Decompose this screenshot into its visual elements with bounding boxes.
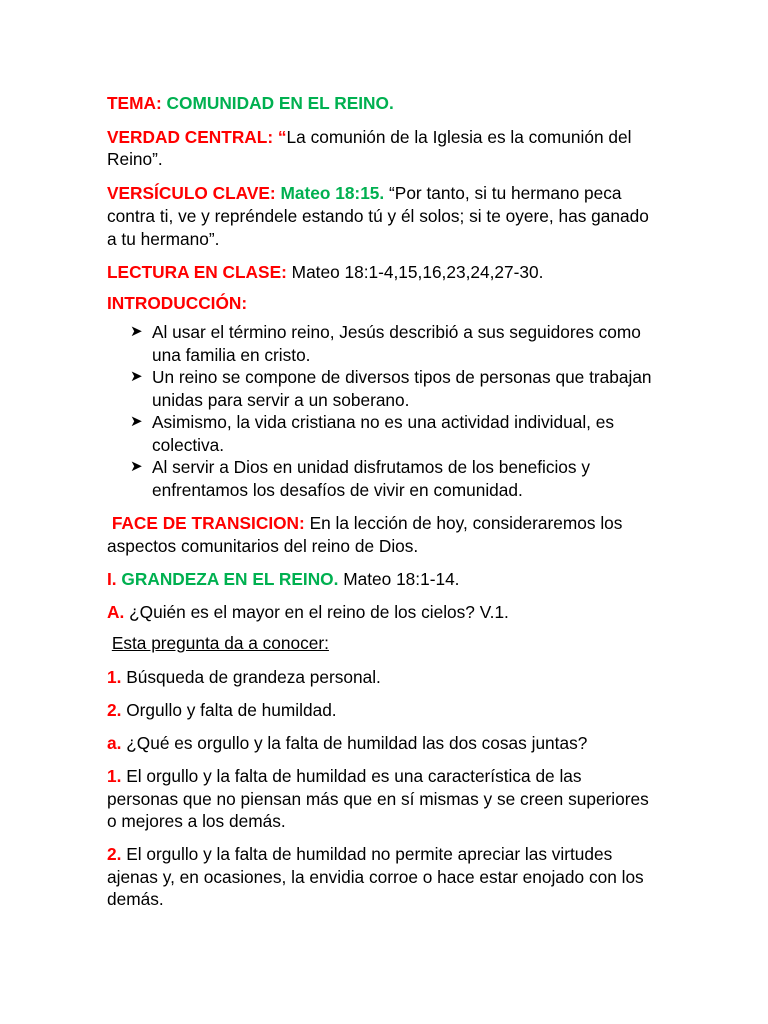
item-2-number: 2.: [107, 700, 122, 720]
respuesta-1-text-3: o mejores a los demás.: [107, 811, 286, 831]
seccion-1-heading: [107, 568, 672, 591]
punto-a-lower-text: ¿Qué es orgullo y la falta de humildad las dos cosas juntas?: [126, 733, 588, 753]
bullet-text: enfrentamos los desafíos de vivir en comunidad.: [152, 479, 523, 500]
punto-a-line: [107, 601, 672, 624]
seccion-1-number: I.: [107, 569, 117, 589]
bullet-text: Al servir a Dios en unidad disfrutamos de los beneficios y: [152, 457, 591, 477]
respuesta-2-line-3: [107, 888, 672, 911]
versiculo-line-2: [107, 205, 672, 228]
versiculo-line-1: [107, 182, 672, 205]
respuesta-2-line-1: [107, 843, 672, 866]
punto-a-text: ¿Quién es el mayor en el reino de los cielos? V.1.: [129, 602, 509, 622]
item-2-line: [107, 699, 672, 722]
introduccion-heading: [107, 292, 672, 315]
arrowhead-bullet-icon: ➤: [130, 458, 143, 475]
bullet-text: Asimismo, la vida cristiana no es una actividad individual, es: [152, 412, 615, 432]
transicion-line-1: [107, 512, 672, 535]
verdad-label: VERDAD CENTRAL:: [107, 127, 274, 147]
seccion-1-title: GRANDEZA EN EL REINO.: [121, 569, 339, 589]
tema-value: COMUNIDAD EN EL REINO.: [166, 93, 394, 113]
arrowhead-bullet-icon: ➤: [130, 323, 143, 340]
respuesta-1-line-2: [107, 788, 672, 811]
arrowhead-bullet-icon: ➤: [130, 413, 143, 430]
tema-line: [107, 92, 672, 115]
respuesta-1-text-1: El orgullo y la falta de humildad es una característica de las: [126, 766, 582, 786]
list-item: [107, 411, 672, 456]
tema-label: TEMA:: [107, 93, 162, 113]
lectura-line: [107, 261, 672, 284]
pregunta-text: Esta pregunta da a conocer:: [111, 633, 329, 653]
respuesta-2-number: 2.: [107, 844, 122, 864]
verdad-text-1: La comunión de la Iglesia es la comunión del: [286, 127, 632, 147]
lectura-value: Mateo 18:1-4,15,16,23,24,27-30.: [291, 262, 544, 282]
seccion-1-ref: Mateo 18:1-14.: [343, 569, 460, 589]
verdad-quote-open: “: [277, 127, 287, 147]
respuesta-1-line-3: [107, 810, 672, 833]
bullet-text: unidas para servir a un soberano.: [152, 389, 410, 410]
lectura-label: LECTURA EN CLASE:: [107, 262, 287, 282]
verdad-central-line-1: [107, 126, 672, 149]
transicion-text-1: En la lección de hoy, consideraremos los: [309, 513, 623, 533]
list-item: [107, 321, 672, 366]
versiculo-text-3: a tu hermano”.: [107, 229, 220, 249]
verdad-central-line-2: [107, 148, 672, 171]
transicion-label: FACE DE TRANSICION:: [111, 513, 305, 533]
item-1-line: [107, 666, 672, 689]
transicion-line-2: [107, 535, 672, 558]
punto-a-lower-label: a.: [107, 733, 122, 753]
punto-a-lower-line: [107, 732, 672, 755]
item-1-text: Búsqueda de grandeza personal.: [126, 667, 381, 687]
item-2-text: Orgullo y falta de humildad.: [126, 700, 337, 720]
versiculo-line-3: [107, 228, 672, 251]
respuesta-1-number: 1.: [107, 766, 122, 786]
list-item: [107, 456, 672, 501]
respuesta-2-line-2: [107, 866, 672, 889]
versiculo-text-2: contra ti, ve y repréndele estando tú y él solos; si te oyere, has ganado: [107, 206, 649, 226]
respuesta-2-text-1: El orgullo y la falta de humildad no permite apreciar las virtudes: [126, 844, 613, 864]
item-1-number: 1.: [107, 667, 122, 687]
introduccion-label: INTRODUCCIÓN:: [107, 293, 248, 313]
pregunta-line: [107, 632, 672, 655]
respuesta-1-text-2: personas que no piensan más que en sí mismas y se creen superiores: [107, 789, 649, 809]
punto-a-label: A.: [107, 602, 125, 622]
arrowhead-bullet-icon: ➤: [130, 368, 143, 385]
respuesta-2-text-3: demás.: [107, 889, 164, 909]
bullet-text: una familia en cristo.: [152, 344, 311, 365]
bullet-text: Al usar el término reino, Jesús describió a sus seguidores como: [152, 322, 641, 342]
bullet-text: Un reino se compone de diversos tipos de personas que trabajan: [152, 367, 652, 387]
introduccion-bullet-list: [107, 321, 672, 501]
versiculo-label: VERSÍCULO CLAVE:: [107, 183, 276, 203]
respuesta-1-line-1: [107, 765, 672, 788]
transicion-text-2: aspectos comunitarios del reino de Dios.: [107, 536, 419, 556]
list-item: [107, 366, 672, 411]
respuesta-2-text-2: ajenas y, en ocasiones, la envidia corroe o hace estar enojado con los: [107, 867, 644, 887]
verdad-text-2: Reino”.: [107, 149, 163, 169]
versiculo-ref: Mateo 18:15.: [280, 183, 385, 203]
bullet-text: colectiva.: [152, 434, 225, 455]
versiculo-text-1: “Por tanto, si tu hermano peca: [389, 183, 622, 203]
